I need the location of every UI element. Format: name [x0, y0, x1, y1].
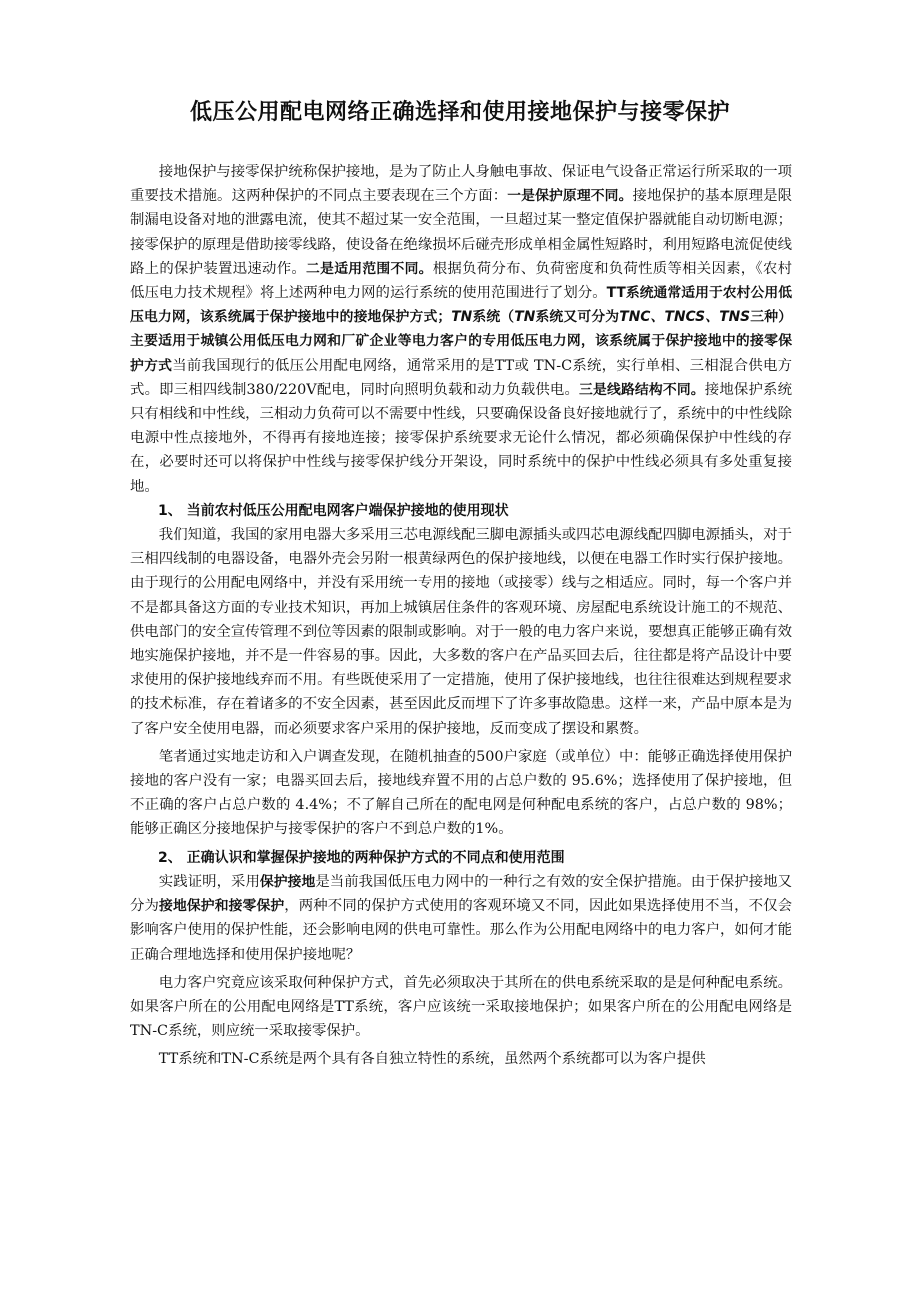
text: 当前我国现行的低压公用配电网络，通常采用的是TT或 TN-C系统，实行单相、三相混合供电方式。即三相四线制380/220V配电，同时向照明负载和动力负载供电。: [130, 357, 793, 398]
text: 根据负荷分布、负荷密度和负荷性质等相关因素，《农村低压电力技术规程》将上述两种电力网的运行系统的使用范围进行了划分。: [130, 260, 792, 302]
bold-text: TT系统通常适用于农村公用低压电力网，该系统属于保护接地中的接地保护方式；: [130, 285, 792, 326]
text: 接地保护的基本原理是限制漏电设备对地的泄露电流，使其不超过某一安全范围，一旦超过某一整定值保护器就能自动切断电源；接零保护的原理是借助接零线路，使设备在绝缘损坏后碰壳形成单相金属性短路时，利用短路电流促使线路上的保护装置迅速动作。: [130, 188, 792, 277]
text: 是当前我国低压电力网中的一种行之有效的安全保护措施。由于保护接地又分为: [130, 873, 792, 915]
italic-text: TNC、TNCS、TNS: [619, 309, 751, 326]
document-title: 低压公用配电网络正确选择和使用接地保护与接零保护: [189, 100, 730, 125]
bold-text: 一是保护原理不同。: [507, 188, 633, 205]
bold-text: 保护接地: [259, 873, 316, 890]
italic-text: TN: [514, 309, 536, 326]
document-body: [130, 160, 792, 1072]
paragraph-systems: TT系统和TN-C系统是两个具有各自独立特性的系统，虽然两个系统都可以为客户提供: [158, 1051, 706, 1068]
text: 接地保护系统只有相线和中性线，三相动力负荷可以不需要中性线，只要确保设备良好接地就行了，系统中的中性线除电源中性点接地外，不得再有接地连接；接零保护系统要求无论什么情况，都必须确保保护中性线的存在，必要时还可以将保护中性线与接零保护线分开架设，同时系统中的保护中性线必须具有多处重复接地。: [130, 381, 792, 495]
paragraph-choice: 电力客户究竟应该采取何种保护方式，首先必须取决于其所在的供电系统采取的是是何种配电系统。如果客户所在的公用配电网络是TT系统，客户应该统一采取接地保护；如果客户所在的公用配电网络是TN-C系统，则应统一采取接零保护。: [130, 974, 792, 1040]
section-heading-1: 1、 当前农村低压公用配电网客户端保护接地的使用现状: [158, 502, 509, 519]
paragraph-survey: 笔者通过实地走访和入户调查发现，在随机抽查的500户家庭（或单位）中：能够正确选择使用保护接地的客户没有一家；电器买回去后，接地线弃置不用的占总户数的 95.6%；选择使用了保护接地，但不正确的客户占总户数的 4.4%；不了解自己所在的配电网是何种配电系统的客户，占总户数的 98%；能够正确区分接地保护与接零保护的客户不到总户数的1%。: [130, 748, 792, 838]
text: 实践证明，采用: [158, 873, 260, 890]
paragraph-intro: [130, 160, 792, 499]
text: ，两种不同的保护方式使用的客观环境又不同，因此如果选择使用不当，不仅会影响客户使用的保护性能，还会影响电网的供电可靠性。那么作为公用配电网络中的电力客户，如何才能正确合理地选择和使用保护接地呢？: [130, 898, 792, 963]
text: 接地保护与接零保护统称保护接地，是为了防止人身触电事故、保证电气设备正常运行所采取的一项重要技术措施。这两种保护的不同点主要表现在三个方面：: [130, 164, 792, 205]
bold-text: 接地保护和接零保护: [159, 898, 285, 915]
paragraph-status: 我们知道，我国的家用电器大多采用三芯电源线配三脚电源插头或四芯电源线配四脚电源插头，对于三相四线制的电器设备，电器外壳会另附一根黄绿两色的保护接地线，以便在电器工作时实行保护接地。由于现行的公用配电网络中，并没有采用统一专用的接地（或接零）线与之相适应。同时，每一个客户并不是都具备这方面的专业技术知识，再加上城镇居住条件的客观环境、房屋配电系统设计施工的不规范、供电部门的安全宣传管理不到位等因素的限制或影响。对于一般的电力客户来说，要想真正能够正确有效地实施保护接地，并不是一件容易的事。因此，大多数的客户在产品买回去后，往往都是将产品设计中要求使用的保护接地线弃而不用。有些既使采用了一定措施，使用了保护接地线，也往往很难达到规程要求的技术标准，存在着诸多的不安全因素，甚至因此反而埋下了许多事故隐患。这样一来，产品中原本是为了客户安全使用电器，而必须要求客户采用的保护接地，反而变成了摆设和累赘。: [130, 527, 792, 737]
paragraph-practice: [130, 870, 792, 967]
bold-text: 二是适用范围不同。: [306, 260, 433, 277]
bold-text: 系统又可分为: [535, 309, 620, 326]
bold-text: 三是线路结构不同。: [579, 381, 705, 398]
bold-text: 三种）主要适用于城镇公用低压电力网和厂矿企业等电力客户的专用低压电力网，该系统属于保护接地中的接零保护方式: [130, 309, 793, 374]
bold-text: 系统（: [472, 309, 515, 326]
italic-text: TN: [451, 309, 473, 326]
section-heading-2: 2、 正确认识和掌握保护接地的两种保护方式的不同点和使用范围: [158, 849, 565, 866]
